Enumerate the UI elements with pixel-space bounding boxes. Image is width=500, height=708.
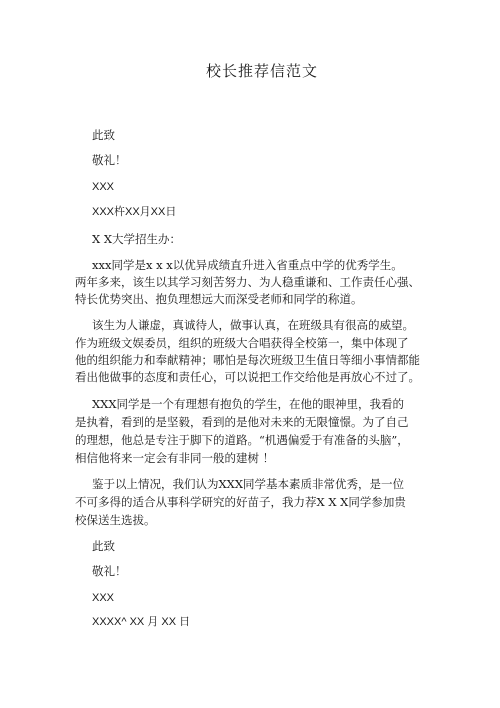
paragraph-line: 看出他做事的态度和责任心，可以说把工作交给他是再放心不过了。 [75, 370, 420, 384]
paragraph-line: 是执着，看到的是坚毅，看到的是他对未来的无限憧憬。为了自己 [75, 415, 409, 429]
document-title: 校长推荐信范文 [206, 62, 319, 80]
salutation: X X大学招生办： [92, 232, 182, 246]
paragraph-line: xxx同学是x x x以优异成绩直升进入省重点中学的优秀学生。 [92, 258, 403, 272]
paragraph-line: 鉴于以上情况，我们认为XXX同学基本素质非常优秀，是一位 [92, 477, 405, 491]
opening-name: XXX [92, 181, 115, 193]
closing-jingli: 敬礼！ [92, 564, 127, 578]
opening-jingli: 敬礼！ [92, 153, 127, 167]
opening-cizhi: 此致 [92, 128, 115, 142]
paragraph-line: 特长优势突出、抱负理想远大而深受老师和同学的称道。 [75, 292, 363, 306]
paragraph-line: 的理想，他总是专注于脚下的道路。“机遇偏爱于有准备的头脑”， [75, 433, 409, 447]
closing-name: XXX [92, 592, 115, 604]
paragraph-line: 两年多来，该生以其学习刻苦努力、为人稳重谦和、工作责任心强、 [75, 275, 420, 289]
closing-date: XXXX^ XX 月 XX 日 [92, 616, 191, 628]
paragraph-line: 校保送生选拔。 [75, 513, 156, 527]
paragraph-line: 不可多得的适合从事科学研究的好苗子，我力荐X X X同学参加贵 [75, 495, 406, 509]
paragraph-line: 作为班级文娱委员，组织的班级大合唱获得全校第一，集中体现了 [75, 336, 409, 350]
paragraph-line: 他的组织能力和奉献精神；哪怕是每次班级卫生值日等细小事情都能 [75, 353, 420, 367]
opening-date: XXX杵XX月XX日 [92, 206, 177, 218]
paragraph-line: 该生为人谦虚，真诚待人，做事认真，在班级具有很高的威望。 [92, 318, 414, 332]
paragraph-line: 相信他将来一定会有非同一般的建树 ！ [75, 451, 275, 465]
paragraph-line: XXX同学是一个有理想有抱负的学生，在他的眼神里，我看的 [92, 397, 405, 411]
closing-cizhi: 此致 [92, 539, 115, 553]
